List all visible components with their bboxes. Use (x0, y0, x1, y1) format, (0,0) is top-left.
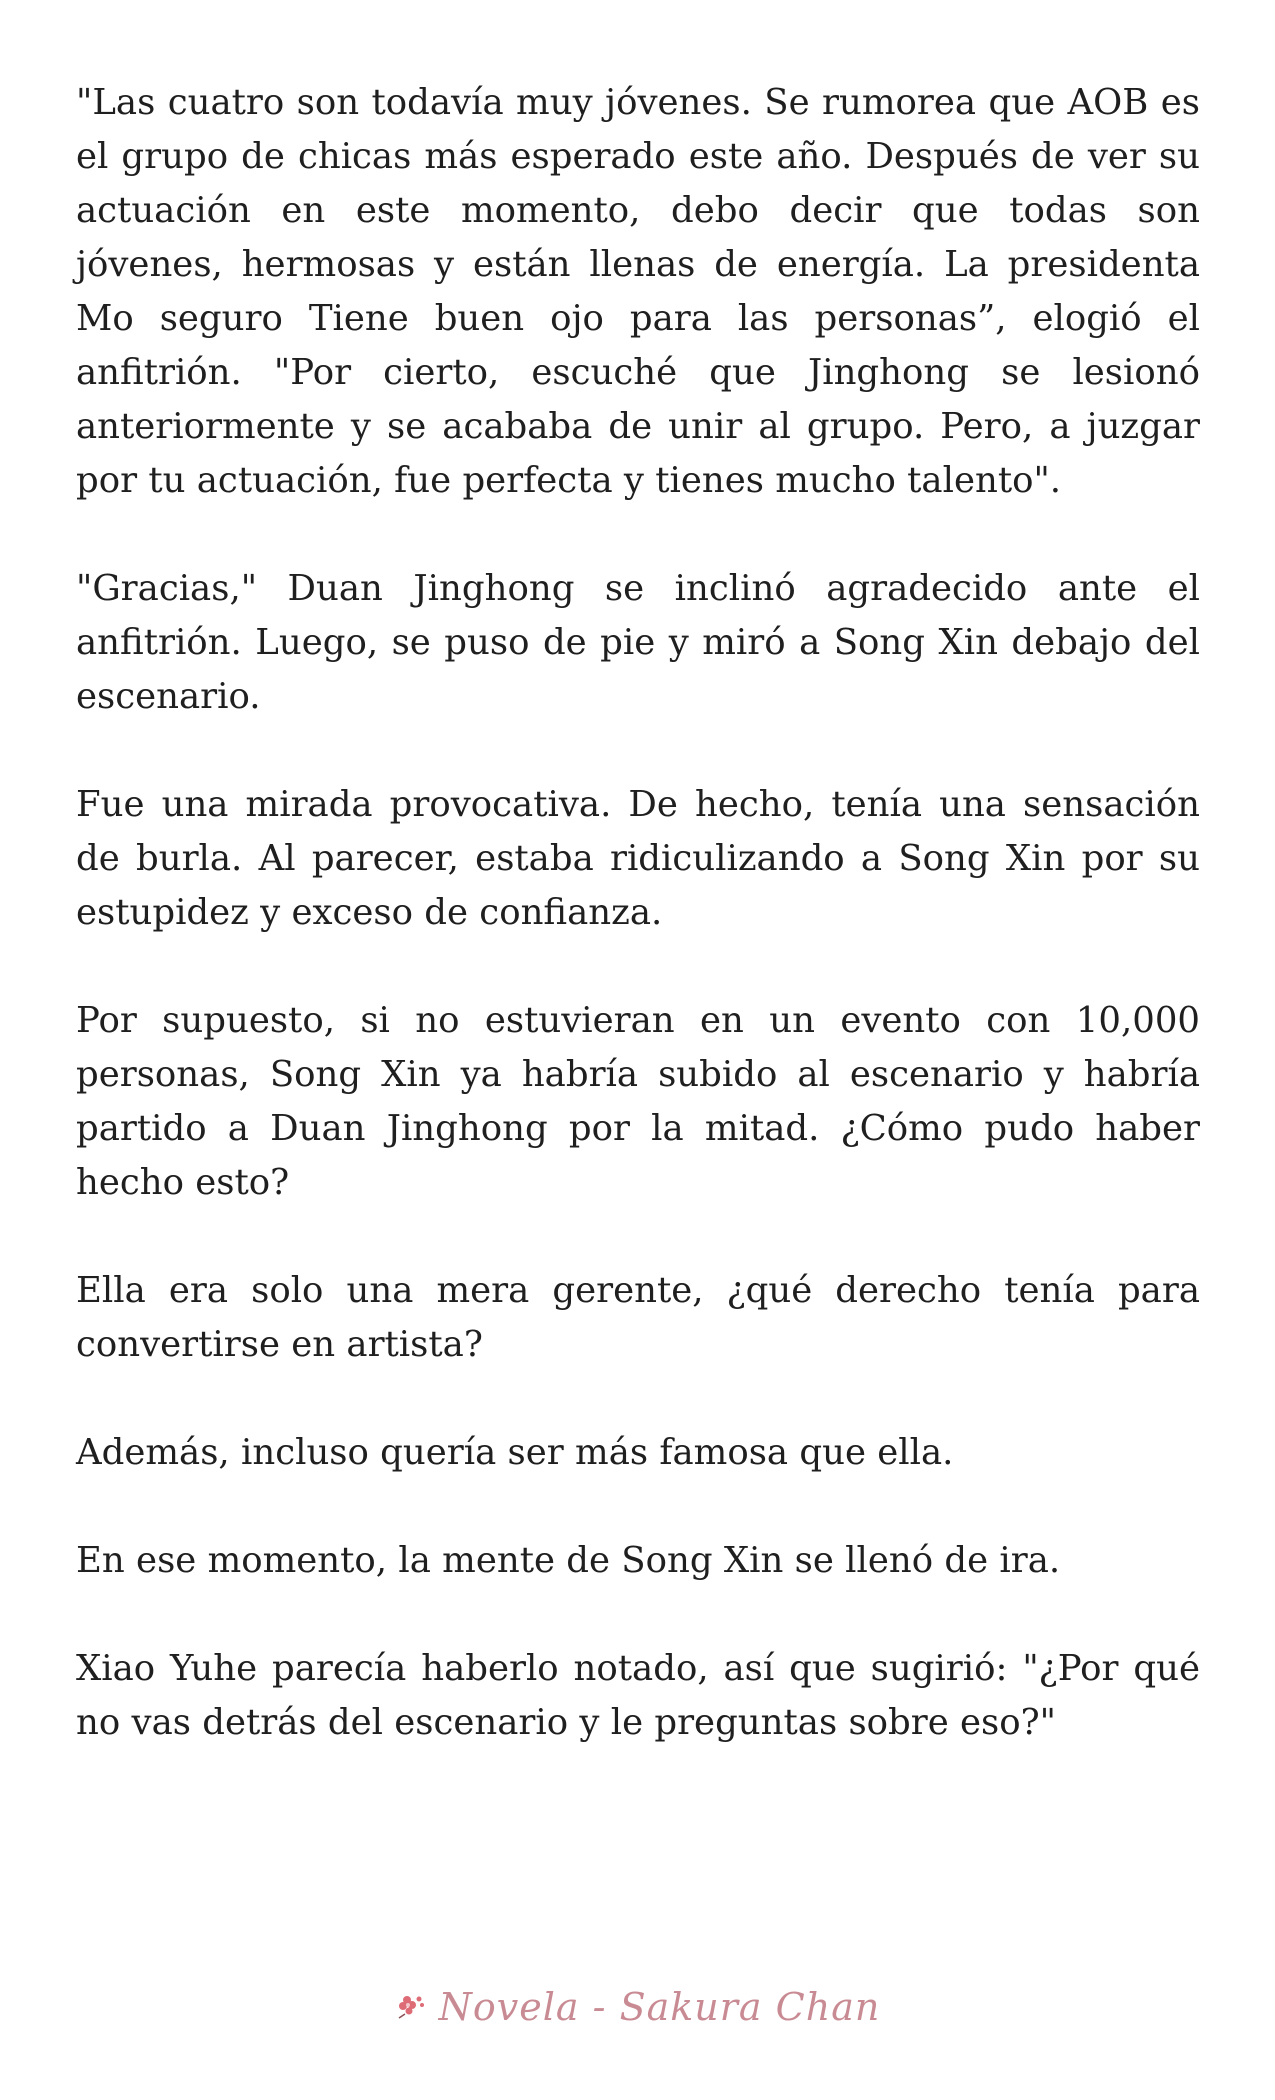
paragraph-8: Xiao Yuhe parecía haberlo notado, así que sugirió: "¿Por qué no vas detrás del escenario y le preguntas sobre eso?" (76, 1648, 1200, 1743)
document-body (76, 76, 1200, 1804)
paragraph-7: En ese momento, la mente de Song Xin se llenó de ira. (76, 1540, 1061, 1581)
paragraph-6: Además, incluso quería ser más famosa que ella. (76, 1432, 954, 1473)
watermark (395, 1985, 881, 2029)
sakura-flower-icon (395, 1992, 429, 2022)
paragraph-1: "Las cuatro son todavía muy jóvenes. Se rumorea que AOB es el grupo de chicas más esperado este año. Después de ver su actuación en este momento, debo decir que todas son jóvenes, hermosas y están llenas de energía. La presidenta Mo seguro Tiene buen ojo para las personas”, elogió el anfitrión. "Por cierto, escuché que Jinghong se lesionó anteriormente y se acababa de unir al grupo. Pero, a juzgar por tu actuación, fue perfecta y tienes mucho talento". (76, 82, 1200, 501)
paragraph-4: Por supuesto, si no estuvieran en un evento con 10,000 personas, Song Xin ya habría subido al escenario y habría partido a Duan Jinghong por la mitad. ¿Cómo pudo haber hecho esto? (76, 1000, 1200, 1203)
paragraph-2: "Gracias," Duan Jinghong se inclinó agradecido ante el anfitrión. Luego, se puso de pie y miró a Song Xin debajo del escenario. (76, 568, 1200, 717)
footer (0, 1982, 1275, 2032)
paragraph-5: Ella era solo una mera gerente, ¿qué derecho tenía para convertirse en artista? (76, 1270, 1200, 1365)
paragraph-3: Fue una mirada provocativa. De hecho, tenía una sensación de burla. Al parecer, estaba ridiculizando a Song Xin por su estupidez y exceso de confianza. (76, 784, 1200, 933)
watermark-text: Novela - Sakura Chan (438, 1985, 881, 2029)
